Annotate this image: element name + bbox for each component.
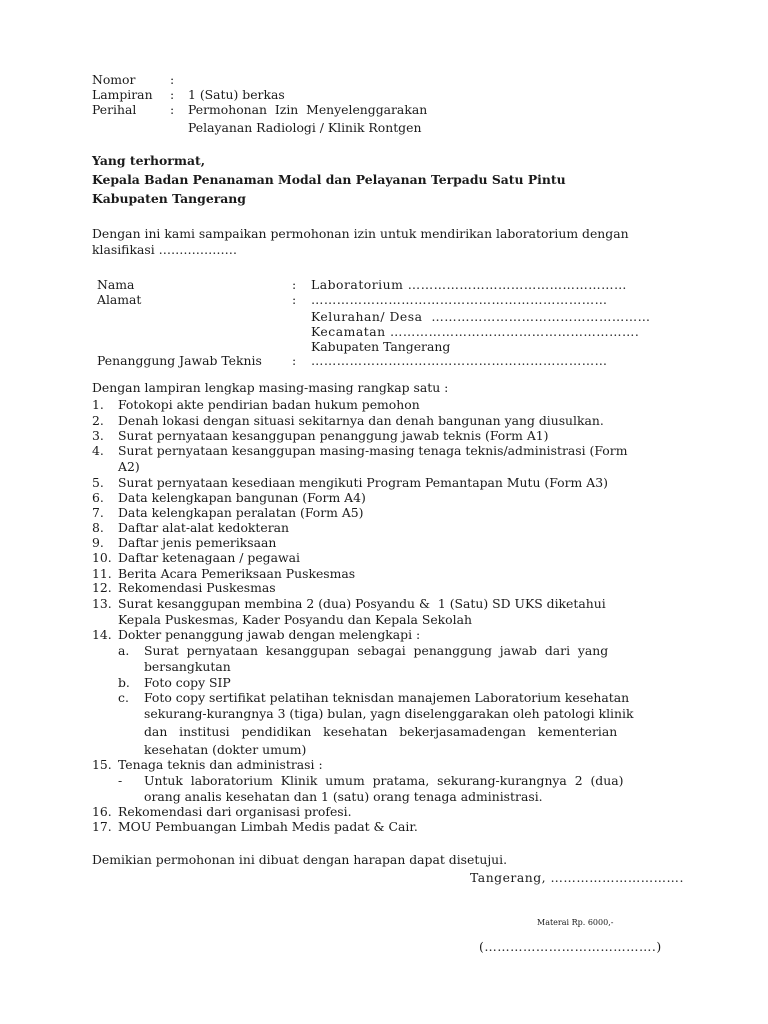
alamat-colon: : [292, 292, 297, 307]
item-text: Berita Acara Pemeriksaan Puskesmas [118, 566, 356, 581]
lampiran-value: 1 (Satu) berkas [188, 87, 285, 102]
sub-item [0, 773, 768, 789]
item-text: Daftar alat-alat kedokteran [118, 520, 290, 535]
signature-name-line: (………………………………….) [479, 939, 662, 954]
perihal-colon: : [170, 102, 175, 117]
list-item [0, 443, 768, 459]
pj-value: …………………………………………………………… [311, 353, 608, 368]
list-item-continuation [0, 612, 768, 628]
attachments-intro: Dengan lampiran lengkap masing-masing rangkap satu : [92, 380, 449, 395]
item-number: 8. [92, 520, 104, 535]
sub-item-text: Surat pernyataan kesanggupan sebagai penanggung jawab dari yang [144, 643, 609, 658]
nomor-label: Nomor [92, 72, 136, 87]
greeting: Yang terhormat, [92, 153, 206, 168]
sub-item-text-cont: dan institusi pendidikan kesehatan bekerjasamadengan kementerian [144, 724, 618, 739]
materai-label: Materai Rp. 6000,- [537, 918, 614, 927]
nama-value: Laboratorium …………………………………………… [311, 277, 627, 292]
sub-item-continuation [0, 659, 768, 675]
intro-line2: klasifikasi ………………. [92, 242, 237, 257]
sub-item [0, 675, 768, 691]
item-text: Data kelengkapan bangunan (Form A4) [118, 490, 366, 505]
item-text: Data kelengkapan peralatan (Form A5) [118, 505, 364, 520]
item-text: MOU Pembuangan Limbah Medis padat & Cair. [118, 819, 418, 834]
list-item [0, 550, 768, 566]
item-number: 10. [92, 550, 112, 565]
list-item [0, 819, 768, 835]
pj-colon: : [292, 353, 297, 368]
sub-item [0, 690, 768, 706]
list-item [0, 580, 768, 596]
sub-item-text-cont: bersangkutan [144, 659, 231, 674]
sub-item-text: Foto copy sertifikat pelatihan teknisdan manajemen Laboratorium kesehatan [144, 690, 630, 705]
kecamatan-line: Kecamatan …………………………………………………. [311, 324, 640, 339]
item-text: Surat pernyataan kesanggupan penanggung jawab teknis (Form A1) [118, 428, 549, 443]
list-item [0, 596, 768, 612]
sub-item-text-cont: kesehatan (dokter umum) [144, 742, 307, 757]
item-number: 2. [92, 413, 104, 428]
kabupaten-line: Kabupaten Tangerang [311, 339, 451, 354]
item-number: 14. [92, 627, 112, 642]
item-number: 11. [92, 566, 112, 581]
item-number: 13. [92, 596, 112, 611]
list-item [0, 490, 768, 506]
nama-colon: : [292, 277, 297, 292]
item-text: Rekomendasi dari organisasi profesi. [118, 804, 352, 819]
item-number: 1. [92, 397, 104, 412]
closing-sentence: Demikian permohonan ini dibuat dengan harapan dapat disetujui. [92, 852, 508, 867]
item-text: Surat pernyataan kesanggupan masing-masing tenaga teknis/administrasi (Form [118, 443, 628, 458]
lampiran-colon: : [170, 87, 175, 102]
item-number: 6. [92, 490, 104, 505]
sub-item-continuation [0, 742, 768, 758]
item-number: 3. [92, 428, 104, 443]
item-text: Daftar ketenagaan / pegawai [118, 550, 300, 565]
item-text-cont: A2) [118, 459, 140, 474]
perihal-value-line1: Permohonan Izin Menyelenggarakan [188, 102, 428, 117]
sub-item-text: Untuk laboratorium Klinik umum pratama, sekurang-kurangnya 2 (dua) [144, 773, 624, 788]
list-item [0, 804, 768, 820]
list-item [0, 627, 768, 643]
perihal-value-line2: Pelayanan Radiologi / Klinik Rontgen [188, 120, 422, 135]
list-item [0, 475, 768, 491]
alamat-label: Alamat [97, 292, 142, 307]
item-number: 15. [92, 757, 112, 772]
item-text: Denah lokasi dengan situasi sekitarnya dan denah bangunan yang diusulkan. [118, 413, 604, 428]
item-number: 12. [92, 580, 112, 595]
item-text: Daftar jenis pemeriksaan [118, 535, 277, 550]
list-item [0, 397, 768, 413]
list-item [0, 413, 768, 429]
alamat-value: …………………………………………………………… [311, 292, 608, 307]
item-number: 16. [92, 804, 112, 819]
sub-item-text: Foto copy SIP [144, 675, 231, 690]
list-item [0, 428, 768, 444]
item-text: Fotokopi akte pendirian badan hukum pemohon [118, 397, 420, 412]
sub-item-mark: - [118, 773, 123, 788]
sub-item-text-cont: orang analis kesehatan dan 1 (satu) orang tenaga administrasi. [144, 789, 543, 804]
place-date-line: Tangerang, …………………………. [470, 870, 684, 885]
list-item [0, 757, 768, 773]
item-text: Rekomendasi Puskesmas [118, 580, 276, 595]
nama-label: Nama [97, 277, 135, 292]
lampiran-label: Lampiran [92, 87, 153, 102]
item-number: 9. [92, 535, 104, 550]
item-number: 5. [92, 475, 104, 490]
sub-item-mark: b. [118, 675, 130, 690]
sub-item-continuation [0, 724, 768, 740]
perihal-label: Perihal [92, 102, 137, 117]
pj-label: Penanggung Jawab Teknis [97, 353, 262, 368]
item-text: Surat kesanggupan membina 2 (dua) Posyandu & 1 (Satu) SD UKS diketahui [118, 596, 606, 611]
item-text: Surat pernyataan kesediaan mengikuti Program Pemantapan Mutu (Form A3) [118, 475, 608, 490]
sub-item-mark: c. [118, 690, 129, 705]
sub-item-text-cont: sekurang-kurangnya 3 (tiga) bulan, yagn diselenggarakan oleh patologi klinik [144, 706, 634, 721]
item-text: Tenaga teknis dan administrasi : [118, 757, 323, 772]
item-number: 7. [92, 505, 104, 520]
list-item [0, 520, 768, 536]
item-number: 17. [92, 819, 112, 834]
list-item-continuation [0, 459, 768, 475]
sub-item-continuation [0, 706, 768, 722]
sub-item-mark: a. [118, 643, 130, 658]
sub-item [0, 643, 768, 659]
nomor-colon: : [170, 72, 175, 87]
recipient-line2: Kabupaten Tangerang [92, 191, 246, 206]
kelurahan-line: Kelurahan/ Desa …………………………………………… [311, 309, 651, 324]
list-item [0, 535, 768, 551]
sub-item-continuation [0, 789, 768, 805]
item-text-cont: Kepala Puskesmas, Kader Posyandu dan Kepala Sekolah [118, 612, 472, 627]
item-text: Dokter penanggung jawab dengan melengkapi : [118, 627, 421, 642]
intro-line1: Dengan ini kami sampaikan permohonan izin untuk mendirikan laboratorium dengan [92, 226, 629, 241]
recipient-line1: Kepala Badan Penanaman Modal dan Pelayanan Terpadu Satu Pintu [92, 172, 566, 187]
list-item [0, 505, 768, 521]
item-number: 4. [92, 443, 104, 458]
